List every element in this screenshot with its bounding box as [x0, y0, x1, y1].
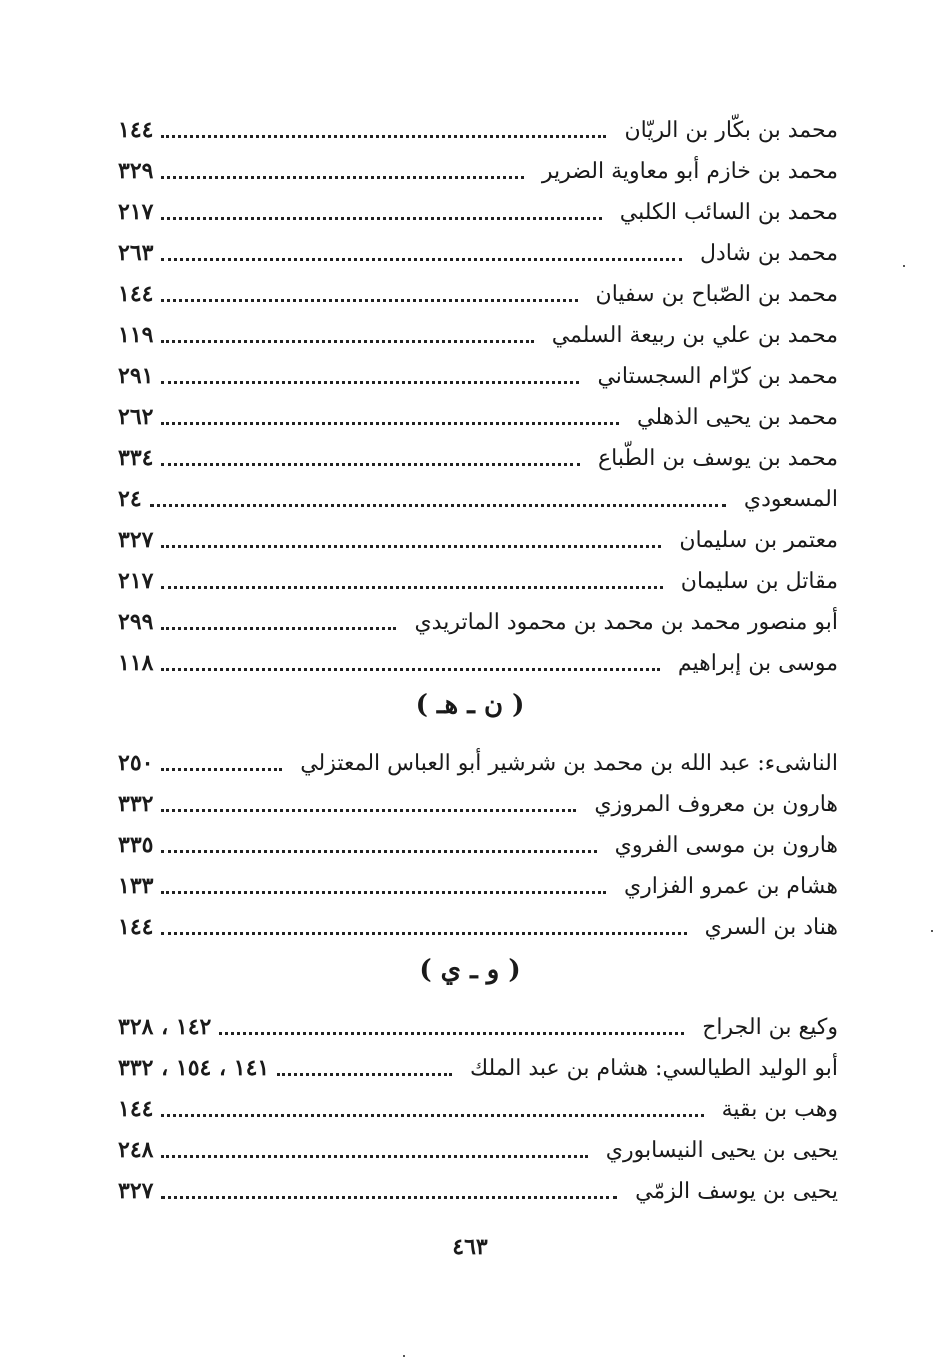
entry-name: هشام بن عمرو الفزاري: [623, 873, 838, 899]
entry-name: محمد بن بكّار بن الريّان: [624, 117, 838, 143]
entry-name: الناشىء: عبد الله بن محمد بن شرشير أبو العباس المعتزلي: [300, 750, 838, 776]
dot-leader: [161, 768, 282, 771]
entry-name: هناد بن السري: [704, 914, 838, 940]
dot-leader: [150, 504, 726, 507]
entry-pages: ٢٩١: [118, 363, 154, 389]
entry-pages: ٢٤٨: [118, 1137, 154, 1163]
index-entry: [118, 110, 838, 150]
dot-leader: [161, 422, 619, 425]
index-entry: [118, 866, 838, 906]
entry-name: محمد بن يوسف بن الطّباع: [598, 445, 838, 471]
entry-name: موسى بن إبراهيم: [677, 650, 838, 676]
index-entry: [118, 274, 838, 314]
dot-leader: [161, 176, 523, 179]
index-entry: [118, 743, 838, 783]
scan-speck: [903, 265, 905, 267]
dot-leader: [161, 1114, 703, 1117]
scan-speck: [931, 930, 933, 932]
dot-leader: [161, 463, 580, 466]
entry-name: يحيى بن يوسف الزمّي: [635, 1178, 838, 1204]
index-entry: [118, 602, 838, 642]
index-entry: [118, 151, 838, 191]
entry-pages: ٢٩٩: [118, 609, 154, 635]
entry-pages: ١٤٤: [118, 117, 154, 143]
entry-name: أبو منصور محمد بن محمد بن محمود الماتريدي: [414, 609, 838, 635]
dot-leader: [161, 627, 396, 630]
index-entry: [118, 1048, 838, 1088]
entry-pages: ٣٣٥: [118, 832, 154, 858]
index-entry: [118, 825, 838, 865]
entry-pages: ١٤٤: [118, 914, 154, 940]
entry-pages: ٣٢٩: [118, 158, 154, 184]
section-heading: ( و ـ ي ): [419, 955, 521, 985]
section-heading: ( ن ـ هـ ): [415, 690, 525, 720]
dot-leader: [161, 1196, 617, 1199]
entry-pages: ٣٢٧: [118, 527, 154, 553]
entry-name: هارون بن معروف المروزي: [594, 791, 838, 817]
page-number: ٤٦٣: [452, 1234, 488, 1260]
entry-name: يحيى بن يحيى النيسابوري: [605, 1137, 838, 1163]
index-entry: [118, 192, 838, 232]
entry-name: محمد بن خازم أبو معاوية الضرير: [541, 158, 838, 184]
index-entry: [118, 479, 838, 519]
entry-pages: ٣٣٢: [118, 791, 154, 817]
dot-leader: [277, 1073, 452, 1076]
entry-pages: ١٤٤: [118, 1096, 154, 1122]
entry-pages: ٢٤: [118, 486, 142, 512]
entry-name: وكيع بن الجراح: [702, 1014, 838, 1040]
dot-leader: [219, 1032, 684, 1035]
dot-leader: [161, 135, 606, 138]
entry-pages: ١١٩: [118, 322, 154, 348]
dot-leader: [161, 586, 662, 589]
entry-name: محمد بن يحيى الذهلي: [637, 404, 838, 430]
entry-pages: ٢٥٠: [118, 750, 154, 776]
index-entry: [118, 1171, 838, 1211]
index-entry: [118, 907, 838, 947]
dot-leader: [161, 340, 533, 343]
entry-pages: ٢٦٢: [118, 404, 154, 430]
entry-name: محمد بن السائب الكلبي: [619, 199, 838, 225]
dot-leader: [161, 891, 605, 894]
dot-leader: [161, 545, 661, 548]
index-entry: [118, 561, 838, 601]
index-entry: [118, 1130, 838, 1170]
entry-name: محمد بن علي بن ربيعة السلمي: [551, 322, 838, 348]
entry-name: معتمر بن سليمان: [679, 527, 838, 553]
dot-leader: [161, 850, 596, 853]
entry-name: وهب بن بقية: [721, 1096, 838, 1122]
entry-pages: ١٣٣: [118, 873, 154, 899]
entry-pages: ١٤٤: [118, 281, 154, 307]
entry-pages: ١٤٢ ، ٣٢٨: [118, 1014, 212, 1040]
dot-leader: [161, 258, 682, 261]
entry-name: أبو الوليد الطيالسي: هشام بن عبد الملك: [469, 1055, 838, 1081]
entry-name: المسعودي: [743, 486, 838, 512]
entry-pages: ٢٦٣: [118, 240, 154, 266]
dot-leader: [161, 668, 659, 671]
dot-leader: [161, 217, 601, 220]
entry-name: محمد بن كرّام السجستاني: [597, 363, 838, 389]
index-entry: [118, 315, 838, 355]
index-entry: [118, 356, 838, 396]
entry-pages: ٣٢٧: [118, 1178, 154, 1204]
entry-name: مقاتل بن سليمان: [680, 568, 838, 594]
index-entry: [118, 520, 838, 560]
index-entry: [118, 397, 838, 437]
entry-name: محمد بن الصّباح بن سفيان: [595, 281, 838, 307]
entry-pages: ٢١٧: [118, 199, 154, 225]
index-entry: [118, 643, 838, 683]
entry-pages: ٣٣٤: [118, 445, 154, 471]
dot-leader: [161, 299, 577, 302]
scan-speck: [403, 1355, 405, 1357]
index-entry: [118, 1007, 838, 1047]
dot-leader: [161, 381, 579, 384]
index-entry: [118, 233, 838, 273]
entry-pages: ١٤١ ، ١٥٤ ، ٣٣٢: [118, 1055, 270, 1081]
entry-pages: ١١٨: [118, 650, 154, 676]
entry-pages: ٢١٧: [118, 568, 154, 594]
dot-leader: [161, 1155, 587, 1158]
entry-name: محمد بن شادل: [699, 240, 838, 266]
dot-leader: [161, 809, 576, 812]
index-entry: [118, 1089, 838, 1129]
entry-name: هارون بن موسى الفروي: [614, 832, 838, 858]
dot-leader: [161, 932, 686, 935]
index-entry: [118, 784, 838, 824]
index-entry: [118, 438, 838, 478]
